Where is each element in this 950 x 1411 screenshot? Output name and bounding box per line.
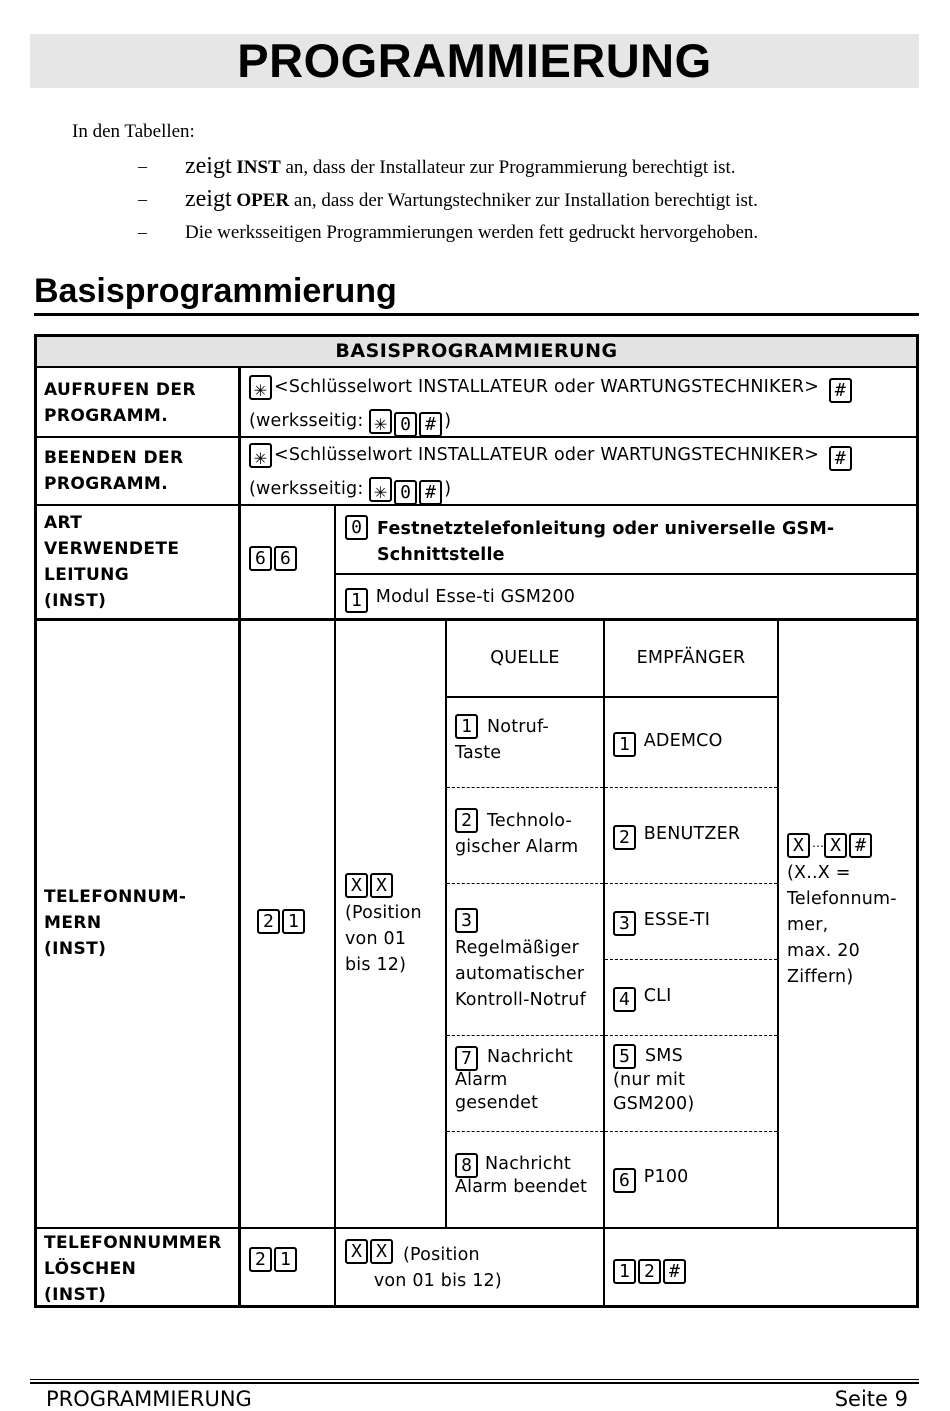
telefon-position — [345, 869, 422, 978]
number-keys — [787, 829, 915, 858]
row-label-aufrufen: AUFRUFEN DER PROGRAMM. — [44, 380, 196, 426]
footer-section: PROGRAMMIERUNG — [46, 1387, 252, 1411]
number-dots: … — [812, 836, 825, 850]
table-header: BASISPROGRAMMIERUNG — [37, 337, 916, 368]
empfaenger-text: ADEMCO — [643, 731, 723, 751]
bullet-rest: an, dass der Installateur zur Programmierung berechtigt ist. — [280, 157, 736, 178]
hash-key-icon: # — [849, 833, 872, 858]
bullet-lead: zeigt — [185, 153, 232, 179]
empfaenger-item — [613, 1164, 689, 1193]
footer-rule — [30, 1382, 919, 1384]
star-key-icon: ✳ — [369, 477, 392, 502]
telefon-number — [787, 829, 915, 990]
quelle-item — [455, 807, 601, 860]
key-2-icon: 2 — [455, 808, 478, 833]
empfaenger-text: SMS (nur mit GSM200) — [613, 1046, 695, 1114]
divider — [334, 573, 916, 575]
col-header-quelle: QUELLE — [490, 648, 560, 668]
position-text: (Position von 01 bis 12) — [345, 903, 422, 975]
dashed-divider — [605, 959, 777, 960]
key-6-icon: 6 — [274, 546, 297, 571]
page-title: PROGRAMMIERUNG — [30, 34, 919, 88]
key-5-icon: 5 — [613, 1044, 636, 1069]
star-key-icon: ✳ — [369, 409, 392, 434]
option-text: Festnetztelefonleitung oder universelle GSM- Schnittstelle — [377, 519, 835, 565]
divider — [37, 504, 916, 506]
key-6-icon: 6 — [613, 1168, 636, 1193]
dashed-divider — [447, 1035, 603, 1036]
dashed-divider — [447, 787, 603, 788]
hash-key-icon: # — [419, 480, 442, 505]
hash-key-icon: # — [663, 1259, 686, 1284]
list-item — [72, 216, 892, 249]
dashed-divider — [605, 1035, 777, 1036]
key-1-icon: 1 — [282, 909, 305, 934]
key-0-icon: 0 — [394, 412, 417, 437]
key-x-icon: X — [824, 833, 847, 858]
key-0-icon: 0 — [394, 480, 417, 505]
empfaenger-text: ESSE-TI — [643, 910, 711, 930]
key-1-icon: 1 — [613, 732, 636, 757]
footer-rule — [30, 1379, 919, 1380]
dashed-divider — [447, 883, 603, 884]
divider — [37, 436, 916, 438]
beenden-sequence — [249, 442, 854, 471]
quelle-item — [455, 713, 601, 766]
bullet-text — [185, 186, 758, 213]
bullet-list — [72, 150, 892, 249]
divider — [445, 621, 447, 1227]
bullet-dash: – — [138, 189, 147, 209]
dashed-divider — [605, 1131, 777, 1132]
key-x-icon: X — [787, 833, 810, 858]
empfaenger-text: CLI — [643, 986, 672, 1006]
loeschen-code — [249, 1243, 299, 1272]
key-3-icon: 3 — [455, 908, 478, 933]
quelle-text: Nachricht Alarm gesendet — [455, 1047, 573, 1113]
star-key-icon: ✳ — [249, 375, 272, 400]
key-x-icon: X — [345, 1239, 368, 1264]
loeschen-position — [345, 1238, 601, 1294]
key-7-icon: 7 — [455, 1046, 478, 1071]
leitung-option-1 — [345, 584, 575, 613]
bullet-keyword: OPER — [236, 190, 290, 211]
key-1-icon: 1 — [274, 1247, 297, 1272]
key-x-icon: X — [345, 873, 368, 898]
bullet-text: Die werksseitigen Programmierungen werden fett gedruckt hervorgehoben. — [185, 221, 759, 243]
telefon-code — [257, 905, 307, 934]
bullet-lead: zeigt — [185, 186, 232, 212]
divider — [238, 368, 241, 1308]
leitung-code — [249, 542, 299, 571]
list-item — [72, 183, 892, 216]
row-label-leitung: ART VERWENDETE LEITUNG (INST) — [44, 513, 180, 611]
quelle-text: Notruf- Taste — [455, 717, 549, 763]
empfaenger-text: P100 — [643, 1167, 689, 1187]
keyword-text: <Schlüsselwort INSTALLATEUR oder WARTUNGSTECHNIKER> — [274, 377, 820, 397]
hash-key-icon: # — [829, 446, 852, 471]
divider — [37, 1227, 916, 1229]
divider — [603, 621, 605, 1308]
row-label-loeschen: TELEFONNUMMER LÖSCHEN (INST) — [44, 1233, 222, 1305]
empfaenger-item — [613, 728, 723, 757]
key-x-icon: X — [370, 1239, 393, 1264]
position-text: (Position von 01 bis 12) — [373, 1245, 502, 1291]
col-header-empfaenger: EMPFÄNGER — [636, 648, 746, 668]
row-label-beenden: BEENDEN DER PROGRAMM. — [44, 448, 184, 494]
position-keys — [345, 869, 422, 898]
row-label-telefonnummern: TELEFONNUM- MERN (INST) — [44, 887, 187, 959]
empfaenger-item — [613, 907, 710, 936]
dashed-divider — [605, 787, 777, 788]
quelle-item — [455, 1152, 601, 1199]
key-x-icon: X — [370, 873, 393, 898]
key-1-icon: 1 — [455, 714, 478, 739]
aufrufen-sequence — [249, 374, 854, 403]
programming-table — [34, 334, 919, 1308]
intro-text: In den Tabellen: — [72, 121, 195, 142]
empfaenger-item — [613, 821, 740, 850]
quelle-item — [455, 907, 601, 1013]
key-3-icon: 3 — [613, 911, 636, 936]
key-2-icon: 2 — [249, 1247, 272, 1272]
hash-key-icon: # — [829, 378, 852, 403]
key-6-icon: 6 — [249, 546, 272, 571]
quelle-text: Regelmäßiger automatischer Kontroll-Notruf — [455, 938, 586, 1010]
quelle-item — [455, 1045, 601, 1115]
key-1-icon: 1 — [613, 1259, 636, 1284]
key-0-icon: 0 — [345, 515, 368, 540]
empfaenger-item — [613, 1043, 773, 1116]
dashed-divider — [605, 883, 777, 884]
divider — [777, 621, 779, 1227]
default-prefix: (werksseitig: — [249, 411, 364, 431]
keyword-text: <Schlüsselwort INSTALLATEUR oder WARTUNGSTECHNIKER> — [274, 445, 820, 465]
divider — [37, 618, 916, 621]
star-key-icon: ✳ — [249, 443, 272, 468]
divider — [334, 504, 336, 1308]
page-number: Seite 9 — [834, 1387, 908, 1411]
number-text: (X..X = Telefonnum- mer, max. 20 Ziffern) — [787, 863, 897, 987]
empfaenger-item — [613, 983, 672, 1012]
key-1-icon: 1 — [345, 588, 368, 613]
key-4-icon: 4 — [613, 987, 636, 1012]
divider — [445, 696, 777, 698]
empfaenger-text: BENUTZER — [643, 824, 741, 844]
aufrufen-default — [249, 408, 451, 437]
hash-key-icon: # — [419, 412, 442, 437]
key-2-icon: 2 — [257, 909, 280, 934]
key-8-icon: 8 — [455, 1153, 478, 1178]
loeschen-action — [613, 1255, 688, 1284]
bullet-text — [185, 153, 736, 180]
bullet-keyword: INST — [236, 157, 281, 178]
default-prefix: (werksseitig: — [249, 479, 364, 499]
quelle-text: Nachricht Alarm beendet — [455, 1154, 588, 1197]
default-suffix: ) — [444, 479, 452, 499]
section-heading: Basisprogrammierung — [34, 268, 919, 316]
default-suffix: ) — [444, 411, 452, 431]
quelle-text: Technolo- gischer Alarm — [455, 811, 579, 857]
list-item — [72, 150, 892, 183]
option-text: Modul Esse-ti GSM200 — [375, 587, 576, 607]
beenden-default — [249, 476, 451, 505]
intro-block — [72, 120, 892, 249]
key-2-icon: 2 — [638, 1259, 661, 1284]
dashed-divider — [447, 1131, 603, 1132]
bullet-rest: an, dass der Wartungstechniker zur Installation berechtigt ist. — [289, 190, 758, 211]
bullet-dash: – — [138, 222, 147, 242]
key-2-icon: 2 — [613, 825, 636, 850]
bullet-dash: – — [138, 156, 147, 176]
